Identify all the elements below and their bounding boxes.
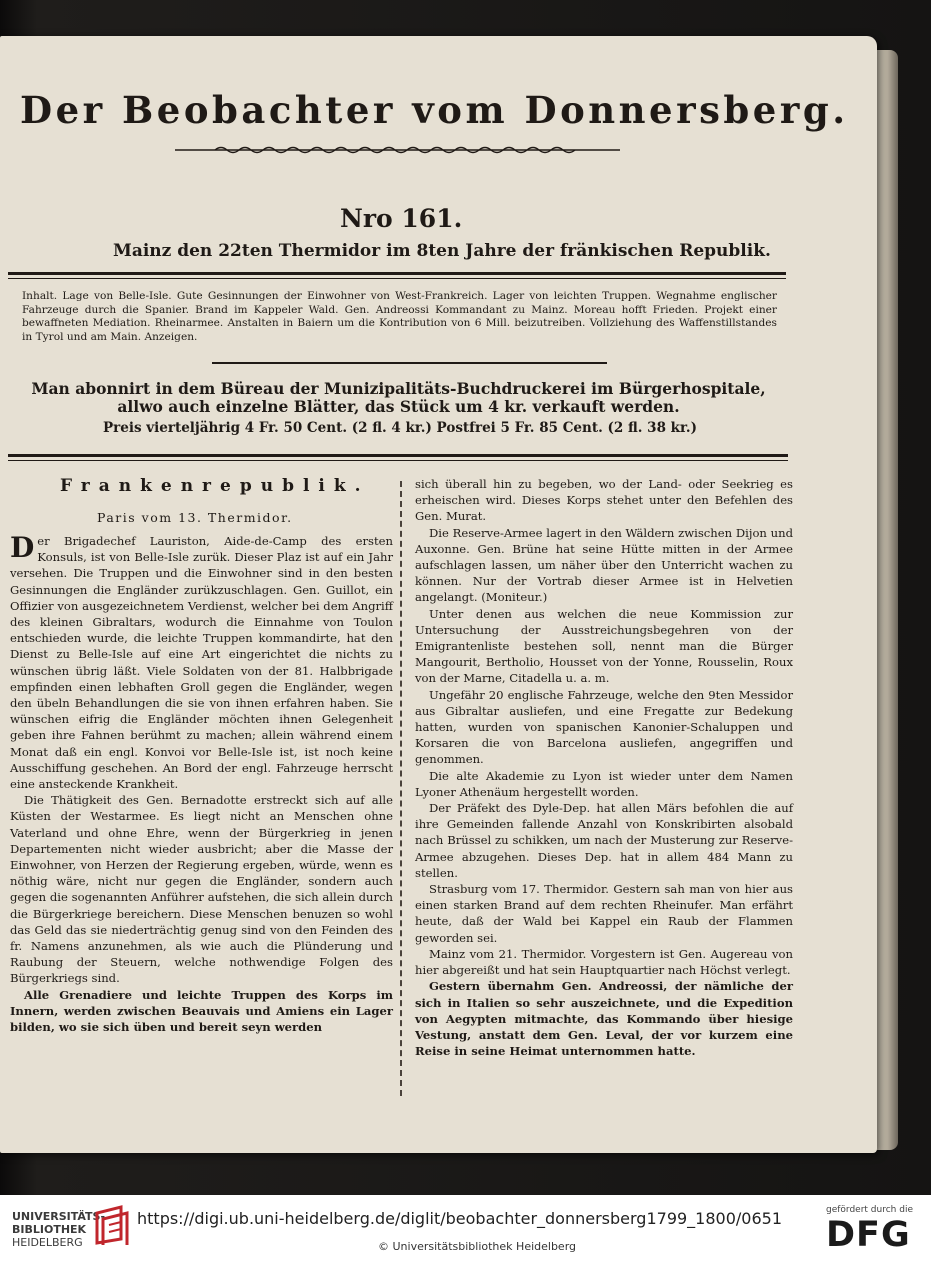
- left-column: [10, 533, 393, 1035]
- dateline: Mainz den 22ten Thermidor im 8ten Jahre der fränkischen Republik.: [113, 241, 771, 261]
- top-rule-thin: [8, 278, 786, 279]
- paragraph: sich überall hin zu begeben, wo der Land- oder Seekrieg es erheischen wird. Dieses Korps stehet unter den Befehlen des Gen. Murat.: [415, 477, 793, 524]
- newspaper-page: [0, 36, 877, 1153]
- drop-cap: D: [10, 531, 35, 564]
- paragraph: Ungefähr 20 englische Fahrzeuge, welche den 9ten Messidor aus Gibraltar ausliefen, und eine Fregatte zur Bedekung hatten, wurden von spanischen Kanonier-Schaluppen und Korsaren die von Barcelona ausliefen, angegriffen und genommen.: [415, 687, 793, 767]
- paragraph: Die Thätigkeit des Gen. Bernadotte erstreckt sich auf alle Küsten der Westarmee. Es liegt nicht an Menschen ohne Vaterland und ohne Ehre, wenn der Bürgerkrieg in jenen Departementen nicht wieder ausbricht; aber die Masse der Einwohner, von Herzen der Regierung ergeben, würde, wenn es nöthig wäre, nicht nur gegen die Engländer, sondern auch gegen die sogenannten Anführer aufstehen, die sich allein durch die Bürgerkriege bereichern. Diese Menschen benuzen so wohl das Geld das sie niederträchtig genug sind von den Feinden des fr. Namens anzunehmen, als wie auch die Plünderung und Raubung der Steuern, welche nothwendige Folgen des Bürgerkriegs sind.: [10, 793, 393, 986]
- masthead-title: Der Beobachter vom Donnersberg.: [20, 88, 849, 132]
- paragraph: Mainz vom 21. Thermidor. Vorgestern ist Gen. Augereau von hier abgereißt und hat sein Hauptquartier nach Höchst verlegt.: [415, 946, 793, 978]
- header-bottom-rule-thin: [8, 460, 788, 461]
- library-name: [12, 1210, 105, 1249]
- section-title: Frankenrepublik.: [60, 476, 370, 496]
- subheading: Paris vom 13. Thermidor.: [97, 510, 293, 525]
- paragraph-text: er Brigadechef Lauriston, Aide-de-Camp des ersten Konsuls, ist von Belle-Isle zurük. Dieser Plaz ist auf ein Jahr versehen. Die Truppen und die Einwohner sind in den besten Gesinnungen die Engländer zurükzuschlagen. Gen. Guillot, ein Offizier von ausgezeichnetem Verdienst, welcher bei dem Angriff des kleinen Gibraltars, wodurch die Einnahme von Toulon entschieden wurde, die leichte Truppen kommandirte, hat den Dienst zu Belle-Isle auf eine Art eingerichtet die nichts zu wünschen übrig läßt. Viele Soldaten von der 81. Halbbrigade empfinden einen lebhaften Groll gegen die Engländer, wegen den übeln Behandlungen die sie von ihnen erfahren haben. Sie wünschen eifrig die Engländer möchten ihnen Gelegenheit geben ihre Fahnen berühmt zu machen; allein während einem Monat daß ein engl. Konvoi vor Belle-Isle ist, ist noch keine Ausschiffung geschehen. An Bord der engl. Fahrzeuge herrscht eine ansteckende Krankheit.: [10, 534, 393, 792]
- viewer-footer: [0, 1195, 931, 1262]
- paragraph: Der Präfekt des Dyle-Dep. hat allen Märs befohlen die auf ihre Gemeinden fallende Anzahl von Konskribirten alsobald nach Brüssel zu schikken, um nach der Musterung zur Reserve-Armee abzugehen. Dieses Dep. hat in allem 484 Mann zu stellen.: [415, 801, 793, 880]
- library-name-line: UNIVERSITÄTS-: [12, 1210, 106, 1223]
- copyright-notice: © Universitätsbibliothek Heidelberg: [378, 1240, 577, 1253]
- ornamental-rule: [175, 144, 620, 156]
- paragraph: [10, 533, 393, 792]
- paragraph: Unter denen aus welchen die neue Kommission zur Untersuchung der Ausstreichungsbegehren von der Emigrantenliste bestehen soll, nennt man die Bürger Mangourit, Bertholio, Housset von der Yonne, Rousselin, Roux von der Marne, Citadella u. a. m.: [415, 606, 793, 686]
- column-separator: [400, 481, 403, 1096]
- contents-summary: Inhalt. Lage von Belle-Isle. Gute Gesinnungen der Einwohner von West-Frankreich. Lager von leichten Truppen. Wegnahme englischer Fahrzeuge durch die Spanier. Brand im Kappeler Wald. Gen. Andreossi Kommandant zu Mainz. Moreau hofft Frieden. Projekt einer bewaffneten Mediation. Rheinarmee. Anstalten in Baiern um die Kontribution von 6 Mill. beizutreiben. Vollziehung des Waffenstillstandes in Tyrol und am Main. Anzeigen.: [22, 290, 777, 343]
- dfg-logo[interactable]: DFG: [826, 1215, 911, 1255]
- permalink-url[interactable]: https://digi.ub.uni-heidelberg.de/diglit/beobachter_donnersberg1799_1800/0651: [137, 1209, 783, 1228]
- price-line: Preis vierteljährig 4 Fr. 50 Cent. (2 fl. 4 kr.) Postfrei 5 Fr. 85 Cent. (2 fl. 38 kr.): [103, 420, 697, 436]
- paragraph: Gestern übernahm Gen. Andreossi, der nämliche der sich in Italien so sehr auszeichnete, und die Expedition von Aegypten mitmachte, das Kommando über hiesige Vestung, anstatt dem Gen. Leval, der vor kurzem eine Reise in seine Heimat unternommen hatte.: [415, 979, 793, 1059]
- issue-number: Nro 161.: [340, 204, 463, 233]
- header-bottom-rule: [8, 454, 788, 457]
- paragraph: Die alte Akademie zu Lyon ist wieder unter dem Namen Lyoner Athenäum hergestellt worden.: [415, 768, 793, 799]
- subscription-notice: Man abonnirt in dem Büreau der Munizipalitäts-Buchdruckerei im Bürgerhospitale, allwo auch einzelne Blätter, das Stück um 4 kr. verkauft werden.: [31, 379, 766, 416]
- library-name-line: HEIDELBERG: [12, 1236, 83, 1249]
- paragraph: Strasburg vom 17. Thermidor. Gestern sah man von hier aus einen starken Brand auf dem rechten Rheinufer. Man erfährt heute, daß der Wald bei Kappel ein Raub der Flammen geworden sei.: [415, 882, 793, 945]
- library-logo-icon[interactable]: [93, 1205, 129, 1249]
- dfg-caption: gefördert durch die: [826, 1205, 913, 1215]
- short-rule: [212, 362, 607, 364]
- right-column: [415, 476, 793, 1059]
- library-name-line: BIBLIOTHEK: [12, 1223, 87, 1236]
- paragraph: Alle Grenadiere und leichte Truppen des Korps im Innern, werden zwischen Beauvais und Amiens ein Lager bilden, wo sie sich üben und bereit seyn werden: [10, 987, 393, 1035]
- paragraph: Die Reserve-Armee lagert in den Wäldern zwischen Dijon und Auxonne. Gen. Brüne hat seine Hütte mitten in der Armee aufschlagen lassen, um näher über den Unterricht wachen zu können. Nur der Vortrab dieser Armee ist in Helvetien angelangt. (Moniteur.): [415, 525, 793, 605]
- top-rule: [8, 272, 786, 275]
